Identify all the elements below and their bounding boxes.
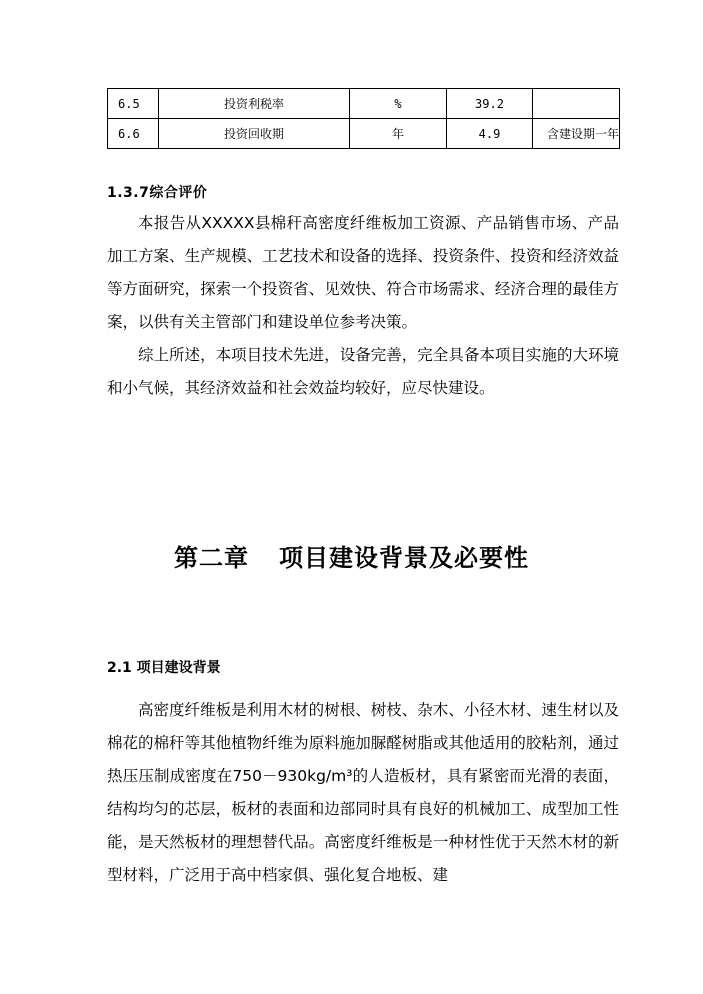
investment-metrics-table [107,88,620,149]
row-indicator-name: 投资回收期 [159,119,350,149]
chapter-title [0,538,703,573]
table-row [108,89,620,119]
table-row [108,119,620,149]
subsection-heading: 2.1 项目建设背景 [107,660,221,676]
row-value: 4.9 [447,119,533,149]
background-paragraph: 高密度纤维板是利用木材的树根、树枝、杂木、小径木材、速生材以及棉花的棉秆等其他植物纤维为原料施加脲醛树脂或其他适用的胶粘剂，通过热压压制成密度在750－930kg/m³的人造板材，具有紧密而光滑的表面，结构均匀的芯层，板材的表面和边部同时具有良好的机械加工、成型加工性能，是天然板材的理想替代品。高密度纤维板是一种材性优于天然木材的新型材料，广泛用于高中档家俱、强化复合地板、建 [107,701,619,884]
row-number: 6.6 [108,119,159,149]
row-unit: 年 [350,119,447,149]
row-indicator-name: 投资利税率 [159,89,350,119]
section-heading: 1.3.7综合评价 [107,185,208,201]
evaluation-paragraph: 本报告从XXXXX县棉秆高密度纤维板加工资源、产品销售市场、产品加工方案、生产规模、工艺技术和设备的选择、投资条件、投资和经济效益等方面研究，探索一个投资省、见效快、符合市场需求、经济合理的最佳方案，以供有关主管部门和建设单位参考决策。 [107,214,619,331]
row-unit: % [350,89,447,119]
conclusion-paragraph: 综上所述，本项目技术先进，设备完善，完全具备本项目实施的大环境和小气候，其经济效益和社会效益均较好，应尽快建设。 [107,346,619,397]
chapter-label: 第二章 [174,543,249,572]
row-number: 6.5 [108,89,159,119]
row-note [533,89,620,119]
chapter-name: 项目建设背景及必要性 [279,543,529,572]
row-note: 含建设期一年 [533,119,620,149]
row-value: 39.2 [447,89,533,119]
